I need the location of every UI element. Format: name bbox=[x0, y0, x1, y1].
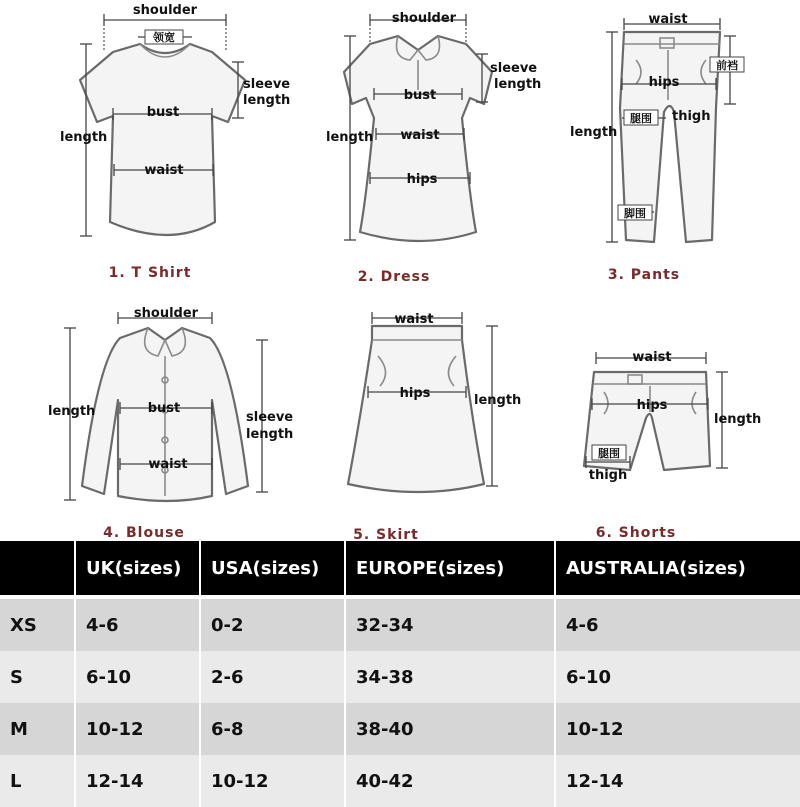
blouse-sleeve-label-2: length bbox=[246, 427, 294, 442]
table-header-row bbox=[0, 541, 800, 595]
row-size-label: XS bbox=[0, 599, 75, 651]
dress-shoulder-label: shoulder bbox=[391, 11, 457, 26]
shorts-hips-label: hips bbox=[636, 398, 668, 413]
dress-sleeve-label-1: sleeve bbox=[490, 61, 538, 76]
blouse-length-label: length bbox=[48, 404, 96, 419]
table-row bbox=[0, 755, 800, 807]
shorts-diagram bbox=[584, 350, 761, 540]
cell-australia: 12-14 bbox=[555, 755, 800, 807]
dress-waist-label: waist bbox=[400, 128, 440, 143]
table-row bbox=[0, 599, 800, 651]
pants-front-rise-label: 前裆 bbox=[716, 59, 738, 72]
tshirt-bust-label: bust bbox=[146, 105, 180, 120]
cell-uk: 6-10 bbox=[75, 651, 200, 703]
tshirt-sleeve-label-2: length bbox=[243, 93, 291, 108]
tshirt-shoulder-label: shoulder bbox=[132, 3, 198, 18]
cell-usa: 2-6 bbox=[200, 651, 345, 703]
row-size-label: S bbox=[0, 651, 75, 703]
table-row bbox=[0, 651, 800, 703]
cell-usa: 6-8 bbox=[200, 703, 345, 755]
shorts-waist-label: waist bbox=[632, 350, 672, 365]
dress-diagram bbox=[326, 11, 541, 285]
cell-australia: 6-10 bbox=[555, 651, 800, 703]
blouse-caption: 4. Blouse bbox=[103, 525, 185, 540]
pants-foot-circ-label: 脚围 bbox=[624, 207, 646, 220]
cell-europe: 40-42 bbox=[345, 755, 555, 807]
tshirt-waist-label: waist bbox=[144, 163, 184, 178]
row-size-label: L bbox=[0, 755, 75, 807]
dress-sleeve-label-2: length bbox=[494, 77, 542, 92]
tshirt-caption: 1. T Shirt bbox=[108, 265, 192, 281]
dress-length-label: length bbox=[326, 130, 374, 145]
cell-australia: 10-12 bbox=[555, 703, 800, 755]
pants-length-label: length bbox=[570, 125, 618, 140]
skirt-outline bbox=[348, 326, 484, 492]
table-row bbox=[0, 703, 800, 755]
cell-europe: 38-40 bbox=[345, 703, 555, 755]
cell-usa: 10-12 bbox=[200, 755, 345, 807]
dress-caption: 2. Dress bbox=[357, 269, 431, 285]
skirt-hips-label: hips bbox=[399, 386, 431, 401]
pants-diagram bbox=[570, 12, 744, 283]
cell-australia: 4-6 bbox=[555, 599, 800, 651]
pants-caption: 3. Pants bbox=[607, 267, 681, 283]
table-header-australia: AUSTRALIA(sizes) bbox=[555, 541, 800, 595]
blouse-shoulder-label: shoulder bbox=[133, 306, 199, 321]
table-header-europe: EUROPE(sizes) bbox=[345, 541, 555, 595]
row-size-label: M bbox=[0, 703, 75, 755]
blouse-sleeve-label-1: sleeve bbox=[246, 410, 294, 425]
pants-hips-label: hips bbox=[648, 75, 680, 90]
pants-thigh-label: thigh bbox=[672, 109, 711, 124]
size-conversion-table bbox=[0, 541, 800, 807]
shorts-length-label: length bbox=[714, 412, 762, 427]
shorts-caption: 6. Shorts bbox=[595, 525, 677, 540]
skirt-diagram bbox=[348, 312, 521, 540]
pants-waist-label: waist bbox=[648, 12, 688, 27]
shorts-thigh-label: thigh bbox=[588, 468, 628, 483]
cell-europe: 32-34 bbox=[345, 599, 555, 651]
cell-uk: 4-6 bbox=[75, 599, 200, 651]
pants-thigh-circ-label: 腿围 bbox=[630, 112, 652, 125]
skirt-caption: 5. Skirt bbox=[353, 527, 419, 540]
skirt-waist-label: waist bbox=[394, 312, 434, 327]
dress-bust-label: bust bbox=[403, 88, 437, 103]
table-header-size bbox=[0, 541, 75, 595]
tshirt-sleeve-label-1: sleeve bbox=[243, 77, 291, 92]
cell-europe: 34-38 bbox=[345, 651, 555, 703]
blouse-bust-label: bust bbox=[147, 401, 181, 416]
skirt-length-label: length bbox=[474, 393, 522, 408]
tshirt-collar-width-label: 领宽 bbox=[153, 31, 175, 44]
shorts-thigh-circ-label: 腿围 bbox=[598, 447, 620, 460]
table-header-uk: UK(sizes) bbox=[75, 541, 200, 595]
cell-usa: 0-2 bbox=[200, 599, 345, 651]
dress-hips-label: hips bbox=[406, 172, 438, 187]
cell-uk: 12-14 bbox=[75, 755, 200, 807]
blouse-waist-label: waist bbox=[148, 457, 188, 472]
tshirt-length-label: length bbox=[60, 130, 108, 145]
blouse-diagram bbox=[48, 306, 293, 540]
cell-uk: 10-12 bbox=[75, 703, 200, 755]
tshirt-diagram bbox=[60, 3, 290, 281]
table-header-usa: USA(sizes) bbox=[200, 541, 345, 595]
